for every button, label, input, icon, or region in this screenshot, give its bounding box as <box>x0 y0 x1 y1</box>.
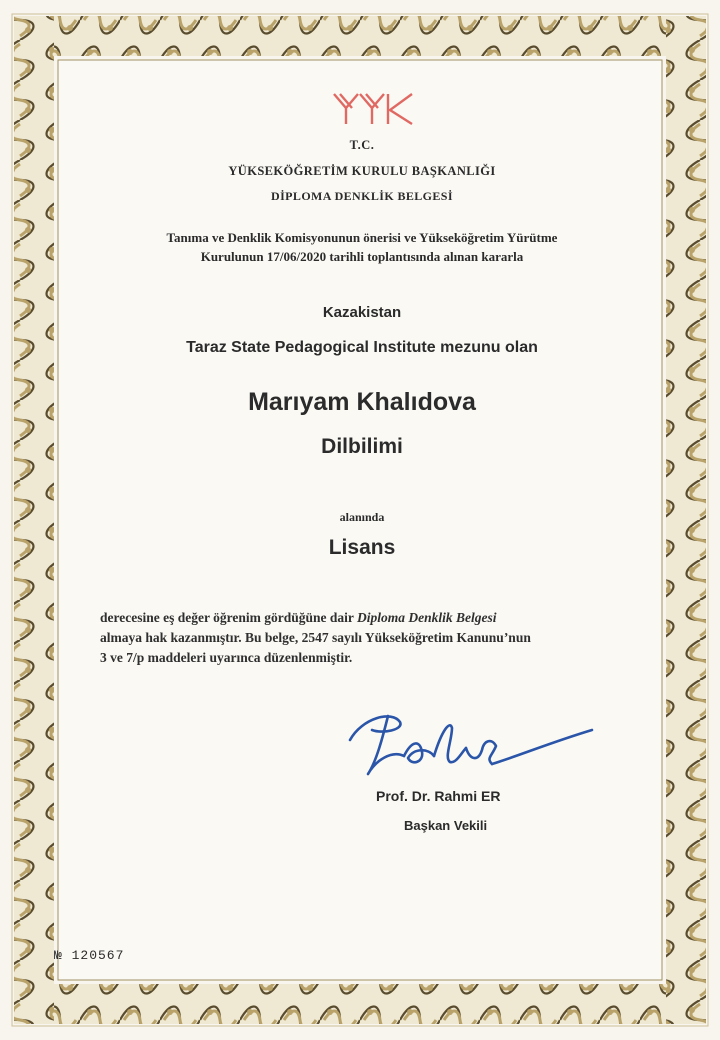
degree-level: Lisans <box>328 536 396 559</box>
statement-line-3: 3 ve 7/p maddeleri uyarınca düzenlenmiştir. <box>100 650 353 665</box>
signatory-title: Başkan Vekili <box>404 818 488 833</box>
border-right <box>666 16 706 1024</box>
certificate-body <box>54 60 658 980</box>
field-suffix: alanında <box>339 510 385 524</box>
decision-line-2: Kurulunun 17/06/2020 tarihli toplantısında alınan kararla <box>200 249 524 264</box>
equivalence-statement <box>100 608 640 668</box>
country-short: T.C. <box>349 138 375 152</box>
statement-line-2: almaya hak kazanmıştır. Bu belge, 2547 sayılı Yükseköğretim Kanunu’nun <box>100 630 531 645</box>
statement-document-name: Diploma Denklik Belgesi <box>356 610 497 625</box>
field-of-study: Dilbilimi <box>321 435 403 458</box>
document-title: DİPLOMA DENKLİK BELGESİ <box>271 189 453 203</box>
border-bottom <box>14 984 706 1024</box>
issuing-council: YÜKSEKÖĞRETİM KURULU BAŞKANLIĞI <box>228 164 496 178</box>
serial-number: № 120567 <box>54 948 125 963</box>
decision-text <box>66 228 658 266</box>
statement-line-1 <box>100 608 640 628</box>
graduate-country: Kazakistan <box>322 304 402 321</box>
signatory-name: Prof. Dr. Rahmi ER <box>376 788 501 804</box>
handwritten-signature <box>342 700 602 790</box>
border-left <box>14 16 54 1024</box>
border-top <box>14 16 706 56</box>
statement-line-1-text: derecesine eş değer öğrenim gördüğüne dair <box>100 610 357 625</box>
graduate-institute: Taraz State Pedagogical Institute mezunu olan <box>186 339 538 356</box>
decision-line-1: Tanıma ve Denklik Komisyonunun önerisi ve Yükseköğretim Yürütme <box>166 230 558 245</box>
graduate-name: Marıyam Khalıdova <box>248 388 476 416</box>
yok-logo-icon <box>330 92 416 126</box>
